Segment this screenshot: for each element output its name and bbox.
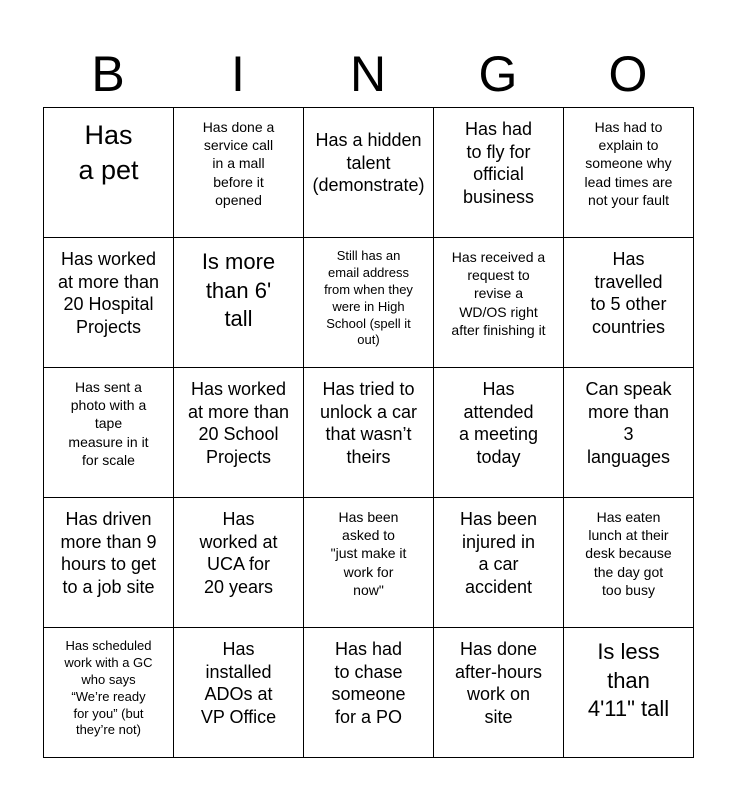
cell-text: Has a hidden talent (demonstrate) bbox=[312, 130, 425, 195]
cell-text: Has worked at more than 20 Hospital Projects bbox=[57, 249, 160, 337]
bingo-cell[interactable] bbox=[44, 108, 174, 238]
bingo-cell[interactable] bbox=[44, 628, 174, 758]
cell-text: Has been injured in a car accident bbox=[459, 509, 538, 597]
cell-text: Is less than 4'11" tall bbox=[587, 639, 670, 722]
bingo-cell[interactable] bbox=[564, 238, 694, 368]
cell-text: Has done after-hours work on site bbox=[454, 639, 543, 727]
cell-text: Has attended a meeting today bbox=[458, 379, 539, 467]
cell-text: Has done a service call in a mall before it opened bbox=[202, 119, 275, 208]
bingo-cell[interactable] bbox=[434, 368, 564, 498]
cell-text: Has been asked to "just make it work for now" bbox=[330, 509, 407, 598]
header-letter-g: G bbox=[478, 46, 518, 102]
bingo-row bbox=[44, 238, 694, 368]
cell-text: Has scheduled work with a GC who says “We’re ready for you” (but they’re not) bbox=[64, 638, 153, 738]
cell-text: Has eaten lunch at their desk because the day got too busy bbox=[585, 509, 672, 598]
bingo-grid bbox=[43, 107, 694, 758]
cell-text: Has tried to unlock a car that wasn’t theirs bbox=[319, 379, 418, 467]
header-letter-o: O bbox=[608, 46, 648, 102]
cell-text: Can speak more than 3 languages bbox=[585, 379, 672, 467]
bingo-row bbox=[44, 108, 694, 238]
bingo-row bbox=[44, 628, 694, 758]
bingo-cell[interactable] bbox=[44, 498, 174, 628]
cell-text: Has had to explain to someone why lead times are not your fault bbox=[584, 119, 673, 208]
bingo-cell[interactable] bbox=[174, 628, 304, 758]
bingo-row bbox=[44, 498, 694, 628]
bingo-cell[interactable] bbox=[304, 238, 434, 368]
bingo-cell[interactable] bbox=[44, 368, 174, 498]
bingo-cell[interactable] bbox=[174, 498, 304, 628]
bingo-cell[interactable] bbox=[304, 108, 434, 238]
bingo-cell[interactable] bbox=[174, 368, 304, 498]
bingo-cell[interactable] bbox=[434, 108, 564, 238]
cell-text: Has travelled to 5 other countries bbox=[590, 249, 667, 337]
bingo-cell[interactable] bbox=[304, 628, 434, 758]
bingo-cell[interactable] bbox=[434, 498, 564, 628]
cell-text: Has worked at UCA for 20 years bbox=[199, 509, 278, 597]
cell-text: Has sent a photo with a tape measure in it for scale bbox=[68, 379, 149, 468]
bingo-cell[interactable] bbox=[564, 498, 694, 628]
bingo-cell[interactable] bbox=[304, 368, 434, 498]
cell-text: Has worked at more than 20 School Projects bbox=[187, 379, 290, 467]
cell-text: Has received a request to revise a WD/OS right after finishing it bbox=[451, 249, 546, 338]
bingo-cell[interactable] bbox=[44, 238, 174, 368]
bingo-header bbox=[43, 40, 693, 108]
cell-text: Still has an email address from when they were in High School (spell it out) bbox=[324, 248, 413, 348]
bingo-cell[interactable] bbox=[564, 108, 694, 238]
bingo-cell[interactable] bbox=[174, 108, 304, 238]
cell-text: Has installed ADOs at VP Office bbox=[200, 639, 277, 727]
cell-text: Has driven more than 9 hours to get to a job site bbox=[60, 509, 157, 597]
header-letter-i: I bbox=[231, 46, 245, 102]
bingo-row bbox=[44, 368, 694, 498]
header-letter-n: N bbox=[349, 46, 387, 102]
bingo-cell[interactable] bbox=[434, 628, 564, 758]
bingo-cell[interactable] bbox=[564, 628, 694, 758]
cell-text: Is more than 6' tall bbox=[201, 249, 276, 332]
bingo-cell[interactable] bbox=[174, 238, 304, 368]
header-letter-b: B bbox=[91, 46, 125, 102]
bingo-cell[interactable] bbox=[304, 498, 434, 628]
bingo-cell[interactable] bbox=[564, 368, 694, 498]
cell-text: Has had to chase someone for a PO bbox=[331, 639, 406, 727]
bingo-cell[interactable] bbox=[434, 238, 564, 368]
cell-text: Has a pet bbox=[78, 120, 139, 186]
cell-text: Has had to fly for official business bbox=[462, 119, 535, 207]
